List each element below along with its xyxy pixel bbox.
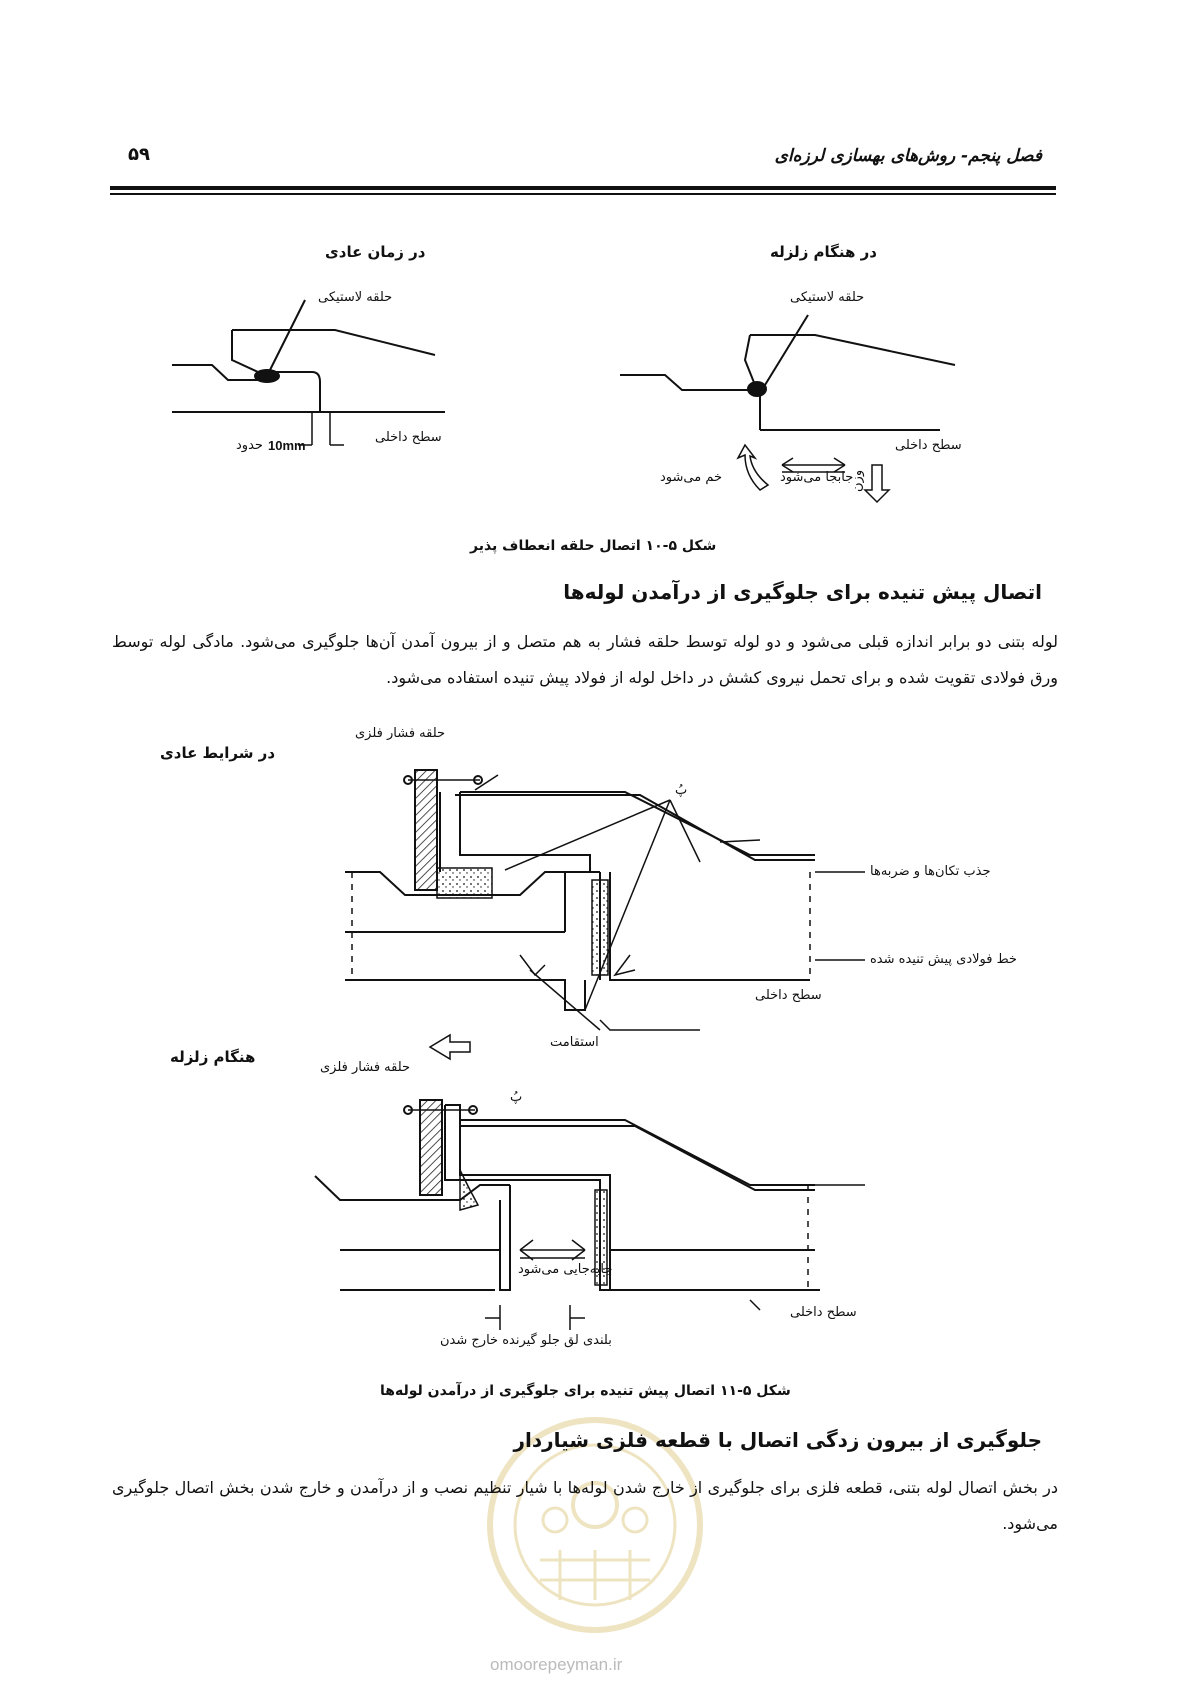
bends-label: خم می‌شود: [660, 470, 723, 485]
figure-11-normal-title: در شرایط عادی: [160, 744, 276, 762]
metal-ring-label-top: حلقه فشار فلزی: [355, 726, 446, 741]
approx-label: حدود: [236, 438, 263, 453]
rubber-ring-label-left: حلقه لاستیکی: [318, 290, 393, 305]
gap-10mm-label: 10mm: [268, 438, 306, 453]
slip-height-label: بلندی لق جلو گیرنده خارج شدن: [440, 1333, 612, 1348]
chapter-title: فصل پنجم- روش‌های بهسازی لرزه‌ای: [774, 146, 1042, 166]
watermark-url: omoorepeyman.ir: [490, 1655, 623, 1674]
page-number: ۵۹: [128, 144, 150, 165]
moves-label: جابجا می‌شود: [780, 470, 854, 485]
inner-surface-label-top: سطح داخلی: [755, 988, 822, 1003]
bolt-label-bottom: پُ: [510, 1090, 523, 1105]
section-2-paragraph: در بخش اتصال لوله بتنی، قطعه فلزی برای جلوگیری از خارج شدن لوله‌ها با شیار تنظیم نصب و از درآمدن و خارج شدن بخش اتصال جلوگیری می‌شود.: [112, 1478, 1058, 1533]
figure-11-quake-title: هنگام زلزله: [170, 1048, 256, 1066]
weight-label: وزن: [850, 469, 865, 492]
figure-10-caption: شکل ۵-۱۰ اتصال حلقه انعطاف پذیر: [470, 538, 717, 554]
figure-10-left-title: در زمان عادی: [325, 243, 426, 261]
metal-ring-label-bottom: حلقه فشار فلزی: [320, 1060, 411, 1075]
section-2-heading: جلوگیری از بیرون زدگی اتصال با قطعه فلزی شیاردار: [513, 1428, 1042, 1452]
figure-10-right-title: در هنگام زلزله: [770, 243, 877, 261]
section-1-heading: اتصال پیش تنیده برای جلوگیری از درآمدن لوله‌ها: [563, 580, 1042, 604]
shock-absorb-label: جذب تکان‌ها و ضربه‌ها: [870, 864, 991, 879]
rubber-ring-label-right: حلقه لاستیکی: [790, 290, 865, 305]
section-1-paragraph: لوله بتنی دو برابر اندازه قبلی می‌شود و دو لوله توسط حلقه فشار به هم متصل و از بیرون آمدن آن‌ها جلوگیری می‌شود. مادگی لوله توسط ورق فولادی تقویت شده و برای تحمل نیروی کشش در داخل لوله از فولاد پیش تنیده استفاده می‌شود.: [112, 632, 1058, 687]
inner-surface-label-left: سطح داخلی: [375, 430, 442, 445]
figure-11-caption: شکل ۵-۱۱ اتصال پیش تنیده برای جلوگیری از درآمدن لوله‌ها: [380, 1383, 791, 1399]
strength-label: استقامت: [550, 1035, 599, 1050]
inner-surface-label-bottom: سطح داخلی: [790, 1305, 857, 1320]
prestressed-line-label: خط فولادی پیش تنیده شده: [870, 952, 1017, 967]
bolt-label-top: پُ: [675, 783, 688, 798]
inner-surface-label-right: سطح داخلی: [895, 438, 962, 453]
displacement-label: جابه‌جایی می‌شود: [518, 1262, 613, 1277]
